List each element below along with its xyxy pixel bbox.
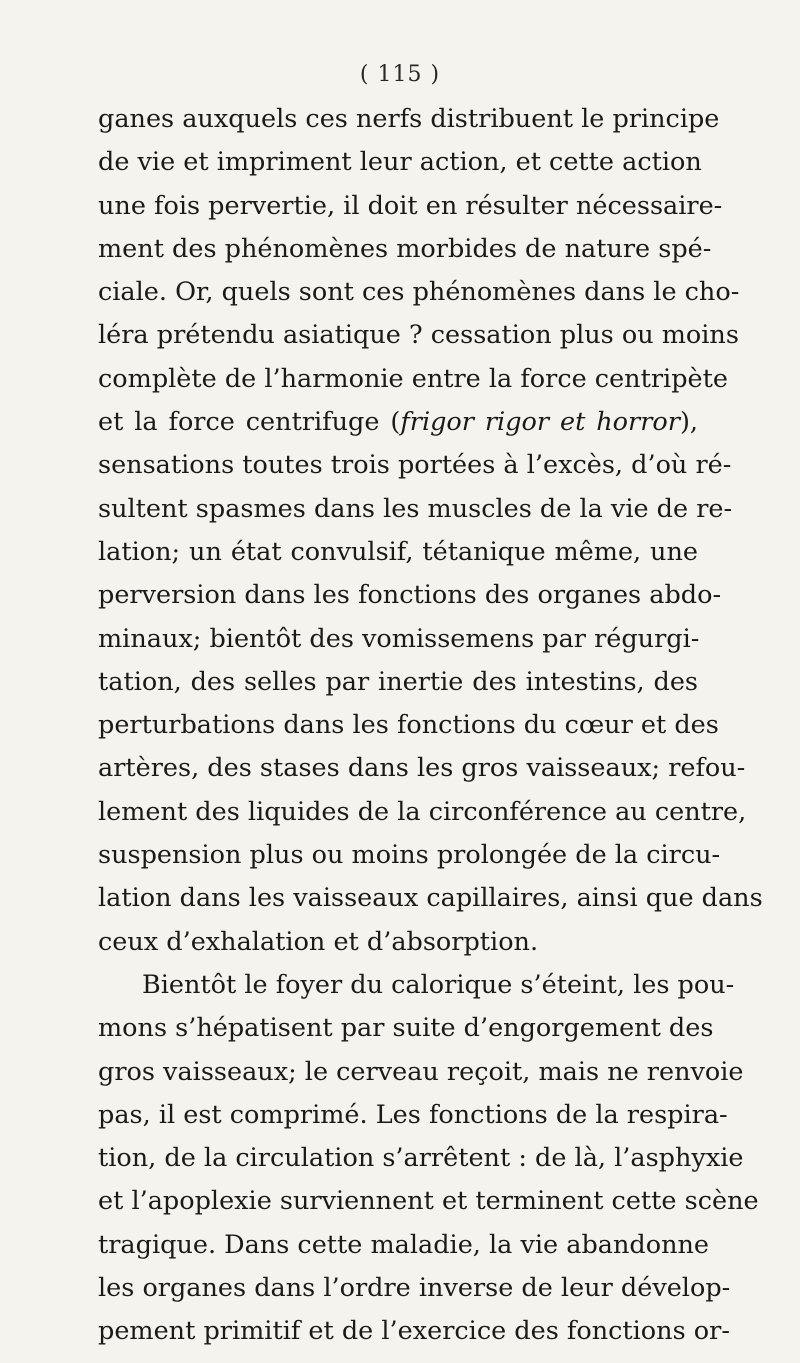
text-line-1: ganes auxquels ces nerfs distribuent le principe (98, 104, 720, 134)
text-line-14: tation, des selles par inertie des intestins, des (98, 666, 698, 697)
text-line-12: perversion dans les fonctions des organes abdo- (98, 580, 722, 611)
text-line-6: léra prétendu asiatique ? cessation plus ou moins (98, 320, 739, 351)
text-line-3: une fois pervertie, il doit en résulter nécessaire- (98, 190, 723, 221)
line-8-start: et la force centrifuge ( (98, 407, 401, 438)
page-number: ( 115 ) (359, 62, 441, 87)
text-line-4: ment des phénomènes morbides de nature spé- (98, 233, 712, 264)
line-8-end: ), (679, 407, 698, 438)
text-line-11: lation; un état convulsif, tétanique même, une (98, 536, 698, 567)
text-line-29: pement primitif et de l’exercice des fonctions or- (98, 1316, 730, 1347)
text-line-2: de vie et impriment leur action, et cette action (98, 147, 702, 178)
text-line-13: minaux; bientôt des vomissemens par régurgi- (98, 623, 700, 654)
text-line-23: gros vaisseaux; le cerveau reçoit, mais ne renvoie (98, 1056, 744, 1087)
text-line-18: suspension plus ou moins prolongée de la circu- (98, 840, 721, 871)
text-line-7: complète de l’harmonie entre la force centripète (98, 363, 728, 394)
text-line-25: tion, de la circulation s’arrêtent : de là, l’asphyxie (98, 1143, 744, 1174)
body-text (98, 98, 763, 1354)
text-line-17: lement des liquides de la circonférence au centre, (98, 796, 747, 827)
text-line-5: ciale. Or, quels sont ces phénomènes dans le cho- (98, 277, 740, 308)
text-line-20: ceux d’exhalation et d’absorption. (98, 926, 539, 957)
text-line-10: sultent spasmes dans les muscles de la vie de re- (98, 493, 733, 524)
text-line-9: sensations toutes trois portées à l’excès, d’où ré- (98, 450, 732, 481)
text-line-16: artères, des stases dans les gros vaisseaux; refou- (98, 753, 746, 784)
text-line-21: Bientôt le foyer du calorique s’éteint, les pou- (142, 969, 735, 1000)
text-line-28: les organes dans l’ordre inverse de leur dévelop- (98, 1273, 731, 1304)
text-line-24: pas, il est comprimé. Les fonctions de la respira- (98, 1099, 728, 1130)
text-line-19: lation dans les vaisseaux capillaires, ainsi que dans (98, 883, 763, 914)
text-line-27: tragique. Dans cette maladie, la vie abandonne (98, 1229, 710, 1260)
latin-phrase: frigor rigor et horror (400, 407, 680, 438)
text-line-8 (98, 401, 698, 444)
text-line-26: et l’apoplexie surviennent et terminent cette scène (98, 1186, 759, 1217)
text-line-22: mons s’hépatisent par suite d’engorgement des (98, 1013, 714, 1044)
text-line-15: perturbations dans les fonctions du cœur et des (98, 710, 719, 741)
